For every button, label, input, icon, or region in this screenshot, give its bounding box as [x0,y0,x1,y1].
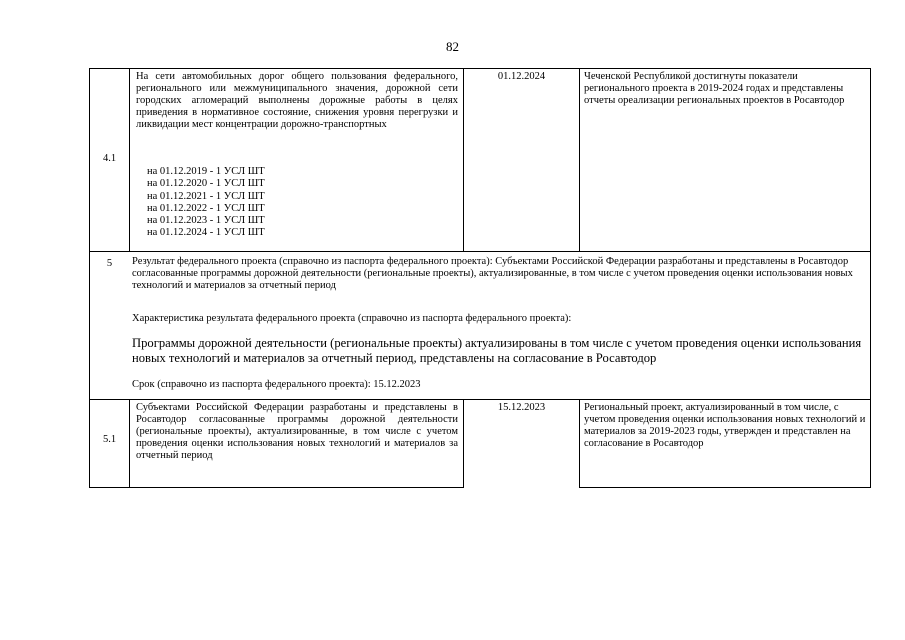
table-border-bottom-right [579,487,871,488]
row-description: Субъектами Российской Федерации разработаны и представлены в Росавтодор согласованные программы дорожной деятельности (региональные проекты), актуализированные, в том числе с учетом проведения оценки использования новых технологий и материалов за отчетный период [136,402,458,461]
column-divider [463,68,464,252]
row-divider [89,399,871,400]
federal-result-text: Результат федерального проекта (справочно из паспорта федерального проекта): Субъектами Российской Федерации разработаны и представлены в Росавтодор согласованные программы дорожной деятельности (региональные проекты), актуализированные, в том числе с учетом проведения оценки использования новых технологий и материалов за отчетный период [132,256,853,291]
column-divider [129,399,130,488]
column-divider [129,68,130,252]
target-item: на 01.12.2020 - 1 УСЛ ШТ [147,178,265,190]
table-border-right [870,68,871,488]
column-divider [579,399,580,488]
page-number: 82 [446,39,459,54]
row-result: Региональный проект, актуализированный в том числе, с учетом проведения оценки использования новых технологий и материалов за 2019-2023 годы, утвержден и представлен на согласование в Росавтодор [584,402,866,449]
target-item: на 01.12.2024 - 1 УСЛ ШТ [147,227,265,239]
row-number: 4.1 [102,153,117,164]
row-date: 01.12.2024 [497,71,546,82]
table-border-left [89,68,90,488]
target-item: на 01.12.2022 - 1 УСЛ ШТ [147,202,265,214]
table-border-top [89,68,871,69]
column-divider [579,68,580,252]
row-result: Чеченской Республикой достигнуты показатели регионального проекта в 2019-2024 годах и представлены отчеты ореализации региональных проектов в Росавтодор [584,71,845,106]
target-item: на 01.12.2019 - 1 УСЛ ШТ [147,166,265,177]
row-date: 15.12.2023 [497,402,546,413]
deadline-text: Срок (справочно из паспорта федерального проекта): 15.12.2023 [132,379,421,390]
table-border-bottom-left [89,487,463,488]
row-divider [89,251,871,252]
target-list [147,166,265,240]
row-number: 5.1 [102,434,117,445]
row-description: На сети автомобильных дорог общего пользования федерального, регионального или межмуниципального значения, дорожной сети городских агломераций выполнены дорожные работы в целях приведения в нормативное состояние, снижения уровня перегрузки и ликвидации мест концентрации дорожно-транспортных [136,71,458,130]
target-item: на 01.12.2023 - 1 УСЛ ШТ [147,215,265,227]
characteristic-text: Программы дорожной деятельности (региональные проекты) актуализированы в том числе с учетом проведения оценки использования новых технологий и материалов за отчетный период, представлены на согласование в Росавтодор [132,336,862,365]
target-item: на 01.12.2021 - 1 УСЛ ШТ [147,190,265,202]
row-number: 5 [106,258,113,269]
characteristic-label: Характеристика результата федерального проекта (справочно из паспорта федерального проекта): [132,313,572,324]
